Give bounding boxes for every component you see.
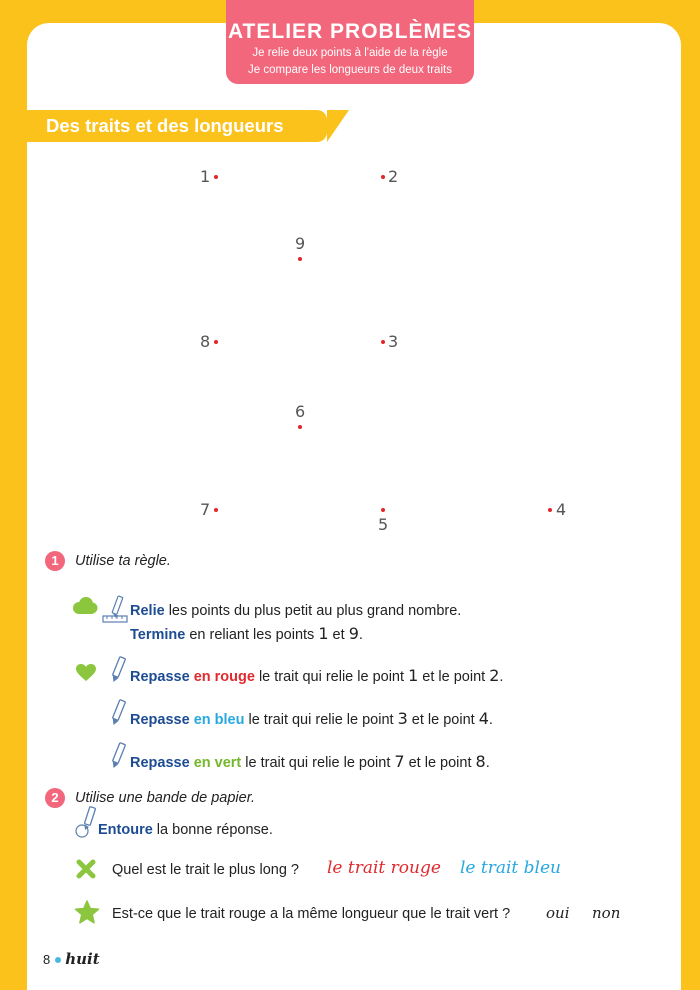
instruction-termine: Termine en reliant les points 1 et 9. (130, 624, 363, 643)
footer-dot-icon (55, 957, 61, 963)
point-dot-5[interactable] (381, 508, 385, 512)
header-subtitle-2: Je compare les longueurs de deux traits (248, 64, 452, 76)
point-dot-8[interactable] (214, 340, 218, 344)
point-label-4: 4 (556, 500, 567, 519)
pencil-icon (108, 699, 128, 729)
cross-icon (76, 859, 96, 879)
question-1-title: Utilise ta règle. (75, 553, 171, 569)
header-subtitle-1: Je relie deux points à l'aide de la règle (252, 47, 448, 59)
point-label-7: 7 (200, 500, 211, 519)
point-dot-9[interactable] (298, 257, 302, 261)
page-title: ATELIER PROBLÈMES (227, 20, 473, 43)
section-title: Des traits et des longueurs (46, 115, 284, 136)
page-number-word: huit (65, 950, 100, 968)
pencil-icon (108, 656, 128, 686)
question-2-title: Utilise une bande de papier. (75, 790, 256, 806)
point-label-5: 5 (378, 515, 389, 534)
cloud-icon (72, 597, 98, 615)
point-dot-1[interactable] (214, 175, 218, 179)
point-dot-6[interactable] (298, 425, 302, 429)
instruction-repasse-rouge: Repasse en rouge le trait qui relie le point 1 et le point 2. (130, 666, 504, 685)
answer-le-trait-bleu[interactable]: le trait bleu (460, 858, 561, 878)
point-dot-4[interactable] (548, 508, 552, 512)
instruction-repasse-bleu: Repasse en bleu le trait qui relie le point 3 et le point 4. (130, 709, 493, 728)
question-b-text: Est-ce que le trait rouge a la même longueur que le trait vert ? (112, 906, 511, 922)
header-banner (226, 0, 474, 84)
pencil-icon (108, 742, 128, 772)
instruction-entoure: Entoure la bonne réponse. (98, 822, 273, 838)
pencil-circle-icon (75, 806, 97, 838)
instruction-relie: Relie les points du plus petit au plus grand nombre. (130, 603, 462, 619)
worksheet-page (27, 23, 681, 990)
answer-non[interactable]: non (592, 904, 621, 922)
point-label-6: 6 (295, 402, 306, 421)
ruler-pencil-icon (102, 594, 130, 624)
point-label-2: 2 (388, 167, 399, 186)
heart-icon (76, 664, 96, 682)
point-dot-2[interactable] (381, 175, 385, 179)
question-a-text: Quel est le trait le plus long ? (112, 862, 299, 878)
point-label-9: 9 (295, 234, 306, 253)
point-dot-7[interactable] (214, 508, 218, 512)
page-footer (43, 950, 100, 968)
section-band (27, 110, 327, 142)
point-label-1: 1 (200, 167, 211, 186)
instruction-repasse-vert: Repasse en vert le trait qui relie le point 7 et le point 8. (130, 752, 490, 771)
question-2-badge: 2 (45, 788, 65, 808)
point-label-8: 8 (200, 332, 211, 351)
answer-oui[interactable]: oui (546, 904, 570, 922)
star-icon (74, 900, 100, 924)
point-dot-3[interactable] (381, 340, 385, 344)
point-label-3: 3 (388, 332, 399, 351)
question-1-badge: 1 (45, 551, 65, 571)
page-number: 8 (43, 952, 51, 967)
answer-le-trait-rouge[interactable]: le trait rouge (327, 858, 441, 878)
